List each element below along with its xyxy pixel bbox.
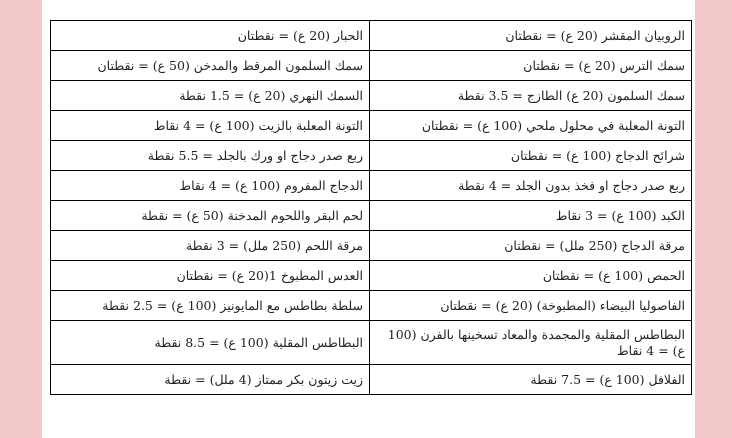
table-row [51, 365, 692, 395]
table-row [51, 291, 692, 321]
table-cell: التونة المعلبة بالزيت (100 ع) = 4 نقاط [51, 111, 370, 141]
table-cell: شرائح الدجاج (100 ع) = نقطتان [370, 141, 692, 171]
table-cell: ربع صدر دجاج او ورك بالجلد = 5.5 نقطة [51, 141, 370, 171]
table-cell: مرقة الدجاج (250 ملل) = نقطتان [370, 231, 692, 261]
table-cell: زيت زيتون بكر ممتاز (4 ملل) = نقطة [51, 365, 370, 395]
table-row [51, 111, 692, 141]
table-cell: سمك السلمون (20 ع) الطازج = 3.5 نقطة [370, 81, 692, 111]
table-cell: الفلافل (100 ع) = 7.5 نقطة [370, 365, 692, 395]
table-row [51, 141, 692, 171]
table-row [51, 81, 692, 111]
table-cell: البطاطس المقلية (100 ع) = 8.5 نقطة [51, 321, 370, 365]
table-cell: ربع صدر دجاج او فخذ بدون الجلد = 4 نقطة [370, 171, 692, 201]
table-cell: مرقة اللحم (250 ملل) = 3 نقطة [51, 231, 370, 261]
table-cell: سمك السلمون المرقط والمدخن (50 ع) = نقطتان [51, 51, 370, 81]
table-cell: العدس المطبوخ 1(20 ع) = نقطتان [51, 261, 370, 291]
table-row [51, 321, 692, 365]
table-cell: سلطة بطاطس مع المايونيز (100 ع) = 2.5 نقطة [51, 291, 370, 321]
table-cell: لحم البقر واللحوم المدخنة (50 ع) = نقطة [51, 201, 370, 231]
table-row [51, 51, 692, 81]
table-cell: الكبد (100 ع) = 3 نقاط [370, 201, 692, 231]
table-cell: البطاطس المقلية والمجمدة والمعاد تسخينها بالفرن (100 ع) = 4 نقاط [370, 321, 692, 365]
table-row [51, 21, 692, 51]
table-row [51, 231, 692, 261]
table-cell: سمك الترس (20 ع) = نقطتان [370, 51, 692, 81]
table-cell: الفاصوليا البيضاء (المطبوخة) (20 ع) = نقطتان [370, 291, 692, 321]
table-row [51, 171, 692, 201]
table-cell: الروبيان المقشر (20 ع) = نقطتان [370, 21, 692, 51]
table-cell: الحبار (20 ع) = نقطتان [51, 21, 370, 51]
table-cell: الحمص (100 ع) = نقطتان [370, 261, 692, 291]
food-points-table [50, 20, 692, 395]
table-cell: التونة المعلبة في محلول ملحي (100 ع) = نقطتان [370, 111, 692, 141]
table-row [51, 261, 692, 291]
table-cell: السمك النهري (20 ع) = 1.5 نقطة [51, 81, 370, 111]
table-cell: الدجاج المفروم (100 ع) = 4 نقاط [51, 171, 370, 201]
table-row [51, 201, 692, 231]
